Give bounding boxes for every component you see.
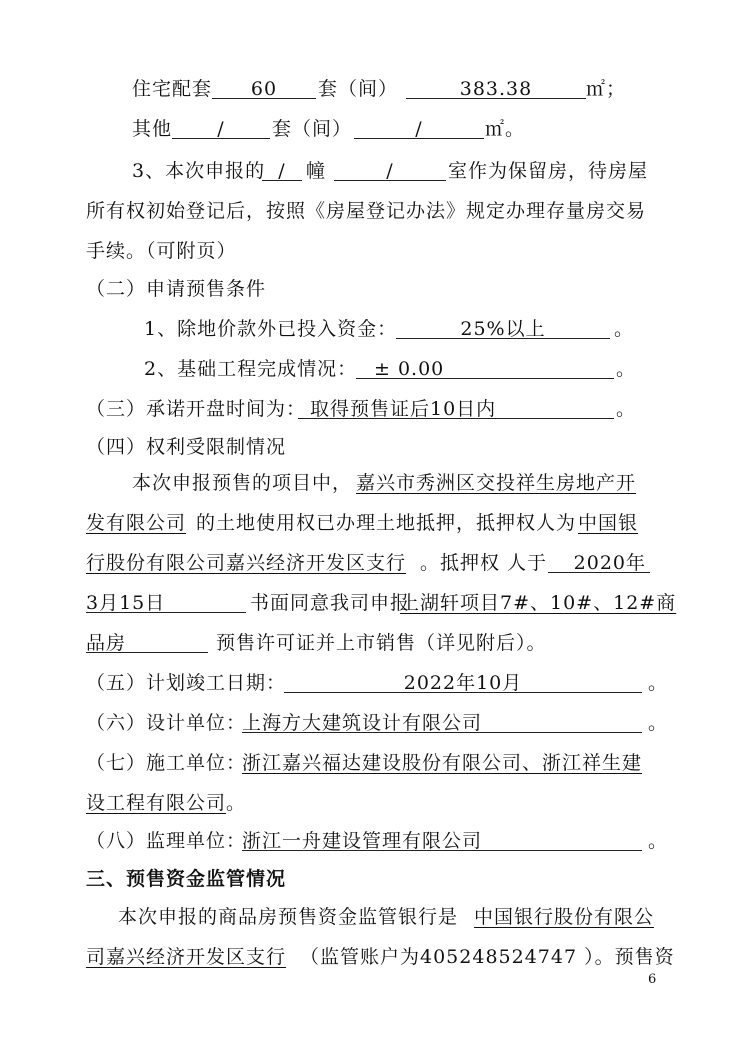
invested-funds-value: 25%以上 <box>396 312 610 339</box>
paragraph-line: 3月15日 书面同意我司申报 上湖轩项目7#、10#、12#商 <box>0 586 740 620</box>
paragraph-line: 品房 预售许可证并上市销售（详见附后）。 <box>0 626 740 660</box>
line-design-unit: （六）设计单位： 上海方大建筑设计有限公司 。 <box>0 706 740 740</box>
mortgagee-name: 中国银 <box>578 512 639 534</box>
completion-date-value: 2022年10月 <box>284 666 642 693</box>
line-invested-funds: 1、除地价款外已投入资金： 25%以上 。 <box>0 312 740 346</box>
section-heading-presale-conditions: （二）申请预售条件 <box>86 278 267 300</box>
paragraph-line: 本次申报的商品房预售资金监管银行是 中国银行股份有限公 <box>0 900 740 934</box>
foundation-progress-value: ± 0.00 <box>356 352 614 379</box>
residential-area-value: 383.38 <box>406 72 586 99</box>
paragraph-line: 所有权初始登记后，按照《房屋登记办法》规定办理存量房交易 <box>86 200 647 222</box>
reserved-room-value: / <box>334 154 446 181</box>
section-heading-rights-restriction: （四）权利受限制情况 <box>86 436 287 458</box>
residential-units-value: 60 <box>212 72 316 99</box>
supervision-unit-value: 浙江一舟建设管理有限公司 <box>242 824 642 851</box>
construction-unit-value: 浙江嘉兴福达建设股份有限公司、浙江祥生建 <box>242 752 643 774</box>
line-completion-date: （五）计划竣工日期： 2022年10月 。 <box>0 666 740 700</box>
line-opening-time: （三）承诺开盘时间为： 取得预售证后10日内 。 <box>0 392 740 426</box>
line-reserved-housing: 3、本次申报的 / 幢 / 室作为保留房，待房屋 <box>0 154 740 188</box>
consent-date: 3月15日 <box>86 586 246 613</box>
paragraph-line: 手续。（可附页） <box>86 240 237 262</box>
line-other: 其他 / 套（间） / ㎡。 <box>0 112 740 146</box>
line-construction-unit: （七）施工单位： 浙江嘉兴福达建设股份有限公司、浙江祥生建 <box>0 746 740 780</box>
other-area-value: / <box>354 112 484 139</box>
opening-time-value: 取得预售证后10日内 <box>298 392 614 419</box>
developer-name: 嘉兴市秀洲区交投祥生房地产开 <box>356 472 637 494</box>
section-heading-fund-supervision: 三、预售资金监管情况 <box>86 868 287 890</box>
reserved-building-value: / <box>262 154 302 181</box>
line-residential-supporting: 住宅配套 60 套（间） 383.38 ㎡； <box>0 72 740 106</box>
paragraph-line: 发有限公司 的土地使用权已办理土地抵押，抵押权人为 中国银 <box>0 506 740 540</box>
design-unit-value: 上海方大建筑设计有限公司 <box>242 706 642 733</box>
paragraph-line: 本次申报预售的项目中， 嘉兴市秀洲区交投祥生房地产开 <box>0 466 740 500</box>
other-units-value: / <box>172 112 270 139</box>
paragraph-line: 行股份有限公司嘉兴经济开发区支行 。抵押权 人于 2020年 <box>0 546 740 580</box>
line-foundation-progress: 2、基础工程完成情况： ± 0.00 。 <box>0 352 740 386</box>
supervising-bank: 中国银行股份有限公 <box>474 906 655 928</box>
consent-year: 2020年 <box>548 546 650 573</box>
paragraph-line: 设工程有限公司 。 <box>86 792 247 814</box>
paragraph-line: 司嘉兴经济开发区支行 （监管账户为405248524747 ）。预售资 <box>86 946 675 968</box>
project-name: 上湖轩项目7#、10#、12#商 <box>400 592 677 614</box>
page-number: 6 <box>648 972 657 987</box>
line-supervision-unit: （八）监理单位： 浙江一舟建设管理有限公司 。 <box>0 824 740 858</box>
